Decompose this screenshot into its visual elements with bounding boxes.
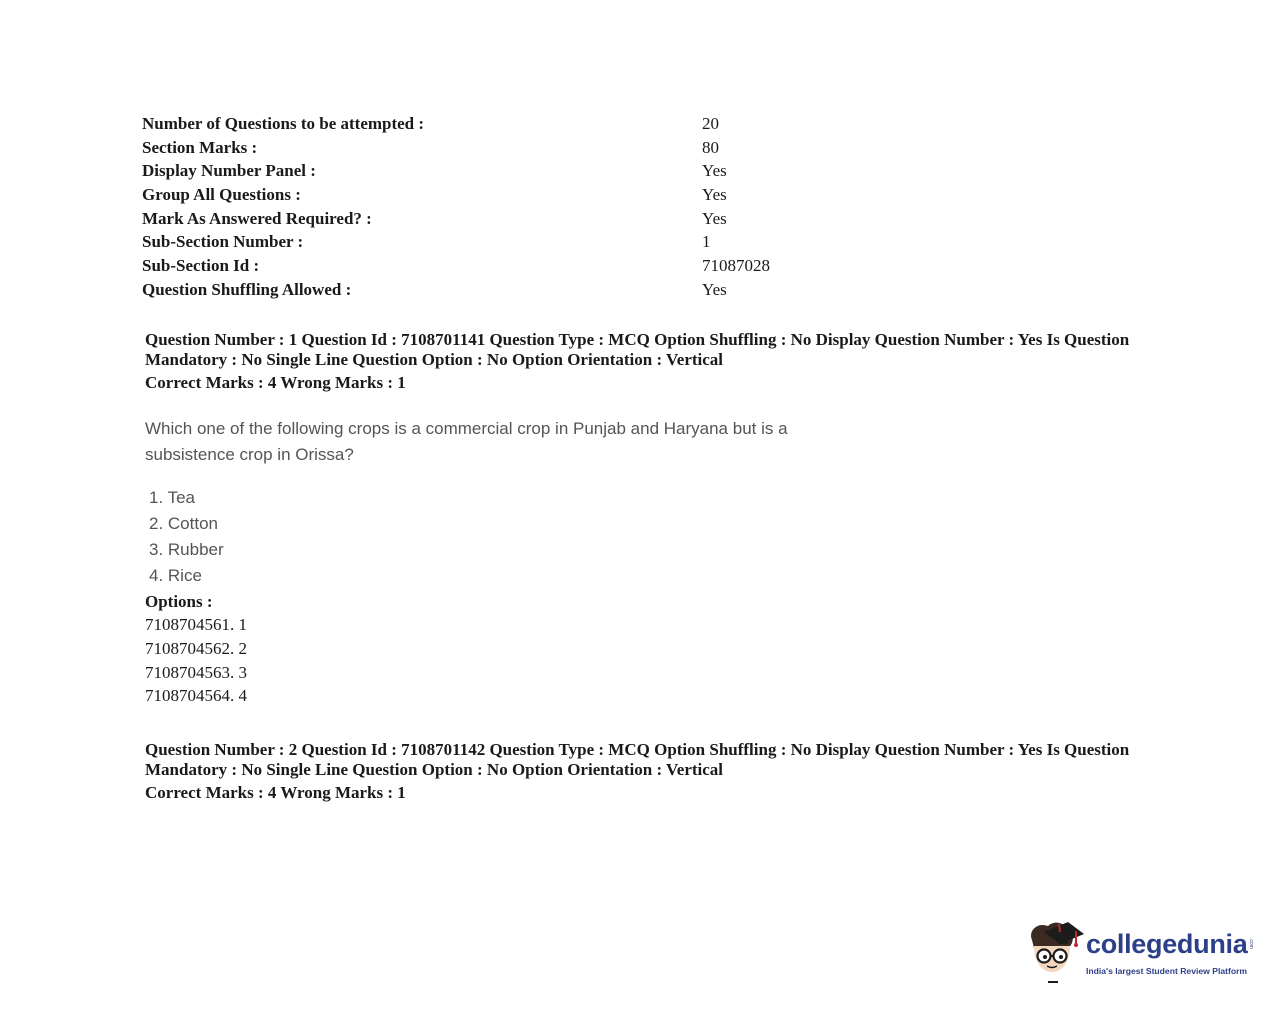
option-item: 7108704561. 1 xyxy=(145,615,247,634)
choice-item: 4. Rice xyxy=(149,566,202,585)
info-label: Sub-Section Id : xyxy=(142,256,260,276)
question-text-line: Which one of the following crops is a commercial crop in Punjab and Haryana but is a xyxy=(145,419,788,438)
options-list xyxy=(145,613,247,708)
logo-tagline: India's largest Student Review Platform xyxy=(1086,966,1248,976)
info-label: Display Number Panel : xyxy=(142,161,316,181)
choice-item: 2. Cotton xyxy=(149,514,218,533)
question-1-header: Question Number : 1 Question Id : 7108701141 Question Type : MCQ Option Shuffling : No Display Question Number : Yes Is Question Mandatory : No Single Line Question Option : No Option Orientation : Vertical xyxy=(145,330,1130,369)
info-row-question-shuffling xyxy=(142,278,862,302)
question-2-header: Question Number : 2 Question Id : 7108701142 Question Type : MCQ Option Shuffling : No Display Question Number : Yes Is Question Mandatory : No Single Line Question Option : No Option Orientation : Vertical xyxy=(145,740,1130,779)
info-label: Section Marks : xyxy=(142,137,258,157)
info-label: Mark As Answered Required? : xyxy=(142,208,372,228)
choice-item: 1. Tea xyxy=(149,488,196,507)
info-value: Yes xyxy=(702,161,727,181)
info-row-questions-to-attempt xyxy=(142,112,862,136)
question-text-line: subsistence crop in Orissa? xyxy=(145,445,354,464)
collegedunia-logo xyxy=(1024,918,1264,990)
info-label: Question Shuffling Allowed : xyxy=(142,279,352,299)
question-1-choices xyxy=(149,485,224,589)
info-value: 71087028 xyxy=(702,256,770,276)
section-info-table xyxy=(142,112,862,302)
options-title: Options : xyxy=(145,592,213,611)
option-item: 7108704562. 2 xyxy=(145,638,247,658)
info-row-sub-section-number xyxy=(142,230,862,254)
info-row-display-number-panel xyxy=(142,159,862,183)
info-row-group-all-questions xyxy=(142,183,862,207)
logo-wordmark: collegedunia xyxy=(1086,929,1248,959)
info-value: Yes xyxy=(702,279,727,299)
logo-suffix: .com xyxy=(1248,938,1254,949)
info-label: Group All Questions : xyxy=(142,185,301,205)
question-1-text xyxy=(145,416,845,468)
info-row-section-marks xyxy=(142,136,862,160)
info-value: 20 xyxy=(702,114,719,133)
info-value: Yes xyxy=(702,185,727,205)
choice-item: 3. Rubber xyxy=(149,540,224,559)
info-label: Sub-Section Number : xyxy=(142,232,304,252)
info-row-sub-section-id xyxy=(142,254,862,278)
option-item: 7108704564. 4 xyxy=(145,686,247,706)
info-value: Yes xyxy=(702,208,727,228)
question-1-marks: Correct Marks : 4 Wrong Marks : 1 xyxy=(145,373,406,392)
info-value: 80 xyxy=(702,137,719,157)
info-value: 1 xyxy=(702,232,711,252)
info-label: Number of Questions to be attempted : xyxy=(142,114,425,133)
student-mascot-icon xyxy=(1024,918,1086,988)
question-2-marks: Correct Marks : 4 Wrong Marks : 1 xyxy=(145,783,406,802)
option-item: 7108704563. 3 xyxy=(145,662,247,682)
info-row-mark-as-answered xyxy=(142,207,862,231)
